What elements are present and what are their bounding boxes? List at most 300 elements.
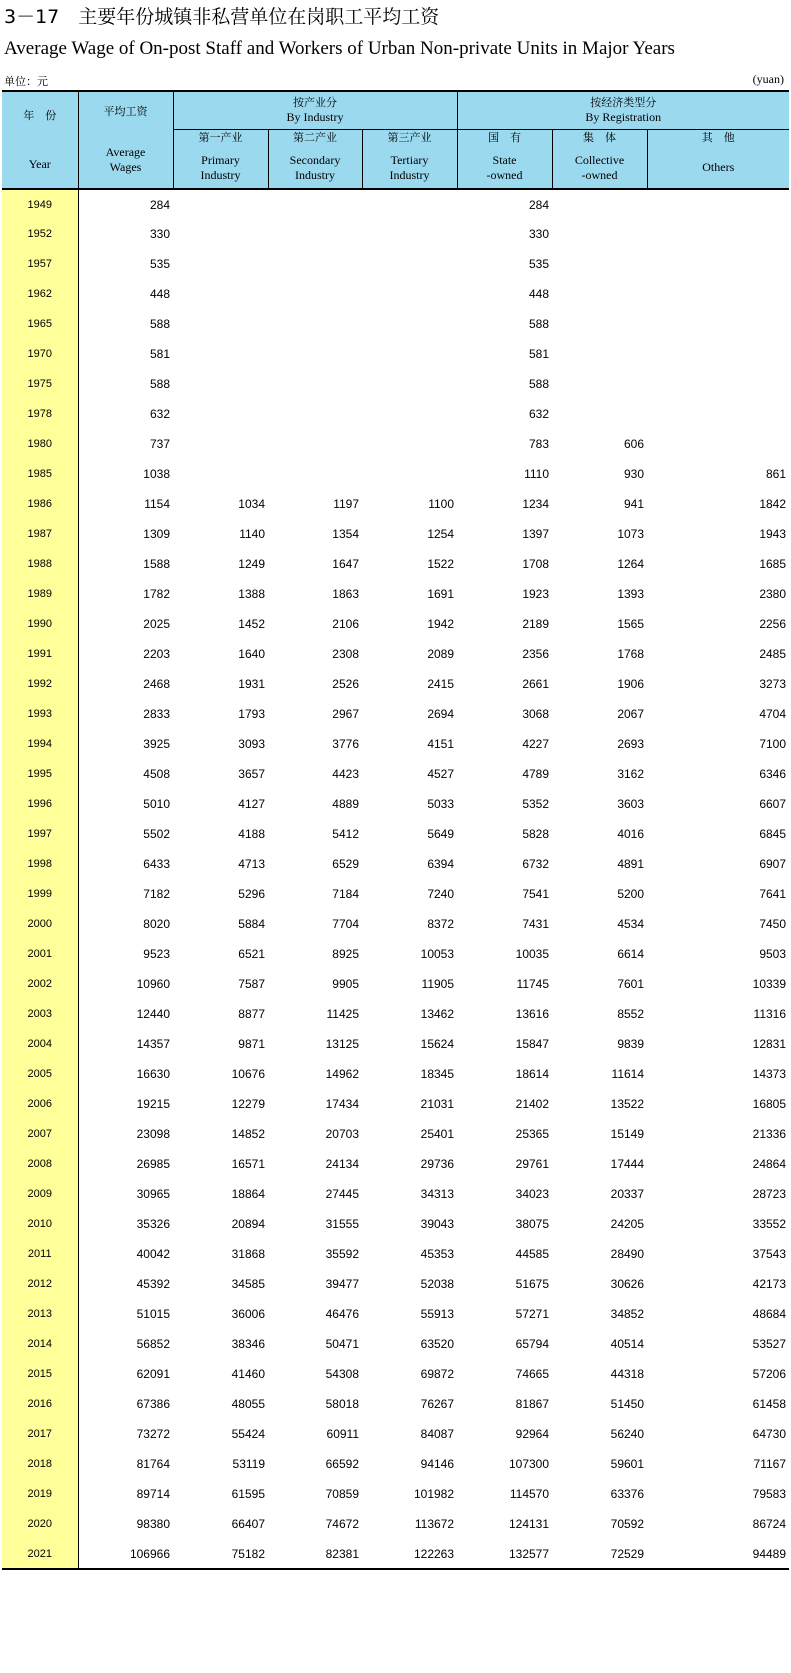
year-cell: 1965	[2, 309, 78, 339]
state-cell: 132577	[457, 1539, 552, 1569]
others-cell	[647, 339, 789, 369]
tertiary-cell: 45353	[420, 1247, 455, 1261]
secondary-cell: 2967	[332, 707, 359, 721]
tertiary-cell: 18345	[420, 1067, 455, 1081]
year-cell: 1993	[2, 699, 78, 729]
tertiary-cell: 2694	[427, 707, 455, 721]
year-cell: 2007	[2, 1119, 78, 1149]
avg-wage-cell: 106966	[78, 1539, 173, 1569]
year-cell: 1990	[2, 609, 78, 639]
others-header-cn: 其 他	[647, 129, 789, 147]
avg-wage-cell: 16630	[136, 1067, 170, 1081]
primary-cell: 18864	[231, 1187, 265, 1201]
table-row	[2, 1179, 789, 1209]
table-row	[2, 1209, 789, 1239]
tertiary-cell: 4151	[427, 737, 455, 751]
secondary-cell: 60911	[326, 1427, 359, 1441]
collective-cell: 4016	[617, 827, 645, 841]
year-cell: 2017	[2, 1419, 78, 1449]
by-industry-header-cn: 按产业分	[293, 95, 337, 109]
by-industry-header	[173, 91, 457, 129]
primary-cell: 16571	[231, 1157, 265, 1171]
avg-wage-header-en-2: Wages	[109, 160, 142, 174]
state-cell: 92964	[515, 1427, 550, 1441]
collective-cell: 1906	[617, 677, 645, 691]
collective-cell	[552, 369, 647, 399]
secondary-cell: 1354	[332, 527, 359, 541]
collective-cell: 941	[623, 497, 645, 511]
state-cell: 124131	[508, 1517, 550, 1531]
tertiary-cell: 4527	[427, 767, 455, 781]
tertiary-cell: 1254	[427, 527, 455, 541]
secondary-cell: 13125	[325, 1037, 359, 1051]
table-row	[2, 1299, 789, 1329]
year-cell: 1957	[2, 249, 78, 279]
collective-cell: 5200	[617, 887, 645, 901]
state-cell: 15847	[515, 1037, 550, 1051]
avg-wage-cell: 5502	[143, 827, 170, 841]
table-row	[2, 459, 789, 489]
tertiary-header-en-1: Tertiary	[390, 152, 429, 167]
table-row	[2, 249, 789, 279]
avg-wage-cell: 7182	[143, 887, 170, 901]
secondary-cell	[268, 339, 362, 369]
others-cell: 57206	[752, 1367, 787, 1381]
secondary-cell: 1863	[332, 587, 359, 601]
state-header-en-1: State	[492, 152, 517, 167]
table-row	[2, 639, 789, 669]
secondary-cell: 7704	[332, 917, 359, 931]
primary-cell: 7587	[238, 977, 265, 991]
tertiary-cell: 11905	[421, 977, 455, 991]
avg-wage-cell: 45392	[136, 1277, 170, 1291]
secondary-cell: 54308	[325, 1367, 359, 1381]
primary-cell: 1388	[238, 587, 265, 601]
collective-cell: 63376	[610, 1487, 645, 1501]
year-cell: 2003	[2, 999, 78, 1029]
others-cell: 42173	[752, 1277, 787, 1291]
state-cell: 284	[528, 197, 550, 212]
state-cell: 2356	[522, 647, 550, 661]
collective-cell	[552, 189, 647, 219]
others-cell: 9503	[759, 947, 787, 961]
secondary-cell	[268, 189, 362, 219]
collective-cell: 1264	[617, 557, 645, 571]
table-row	[2, 219, 789, 249]
state-cell: 6732	[522, 857, 550, 871]
secondary-cell: 50471	[325, 1337, 359, 1351]
others-cell: 61458	[752, 1397, 787, 1411]
collective-cell: 70592	[610, 1517, 645, 1531]
year-cell: 1986	[2, 489, 78, 519]
table-row	[2, 1149, 789, 1179]
secondary-cell	[268, 399, 362, 429]
state-cell: 783	[528, 437, 550, 451]
tertiary-header-en-2: Industry	[389, 167, 430, 182]
collective-cell: 3603	[617, 797, 645, 811]
year-cell: 2004	[2, 1029, 78, 1059]
primary-cell: 31868	[231, 1247, 265, 1261]
primary-cell	[173, 399, 268, 429]
state-cell: 25365	[515, 1127, 550, 1141]
table-row	[2, 1389, 789, 1419]
primary-header-en-1: Primary	[201, 152, 240, 167]
state-cell: 57271	[515, 1307, 550, 1321]
secondary-header-en-2: Industry	[295, 167, 335, 182]
avg-wage-cell: 6433	[143, 857, 170, 871]
state-cell: 2661	[522, 677, 550, 691]
tertiary-cell: 55913	[420, 1307, 455, 1321]
year-cell: 2009	[2, 1179, 78, 1209]
tertiary-cell: 1100	[428, 497, 455, 511]
tertiary-cell: 84087	[420, 1427, 455, 1441]
avg-wage-cell: 40042	[136, 1247, 170, 1261]
secondary-cell: 39477	[325, 1277, 359, 1291]
tertiary-cell: 25401	[420, 1127, 455, 1141]
table-row	[2, 879, 789, 909]
avg-wage-cell: 62091	[136, 1367, 170, 1381]
secondary-cell: 58018	[325, 1397, 359, 1411]
year-cell: 2018	[2, 1449, 78, 1479]
table-row	[2, 1119, 789, 1149]
year-cell: 2010	[2, 1209, 78, 1239]
avg-wage-cell: 1154	[144, 497, 170, 511]
tertiary-header-en	[362, 147, 457, 189]
collective-cell: 9839	[617, 1037, 645, 1051]
year-cell: 2000	[2, 909, 78, 939]
year-cell: 1999	[2, 879, 78, 909]
collective-cell: 72529	[552, 1539, 647, 1569]
tertiary-cell: 29736	[420, 1157, 455, 1171]
tertiary-cell: 10053	[420, 947, 455, 961]
state-cell: 1397	[522, 527, 550, 541]
others-cell: 6845	[759, 827, 787, 841]
avg-wage-cell: 4508	[143, 767, 170, 781]
primary-cell: 4713	[238, 857, 265, 871]
table-row	[2, 609, 789, 639]
year-cell: 2020	[2, 1509, 78, 1539]
state-cell: 44585	[515, 1247, 550, 1261]
others-cell: 2380	[759, 587, 787, 601]
primary-header-en-2: Industry	[200, 167, 241, 182]
secondary-cell: 24134	[325, 1157, 359, 1171]
tertiary-cell: 5649	[427, 827, 455, 841]
primary-cell: 12279	[231, 1097, 265, 1111]
state-header-cn: 国 有	[457, 129, 552, 147]
state-cell: 588	[528, 317, 550, 331]
secondary-cell: 70859	[325, 1487, 359, 1501]
collective-cell	[552, 309, 647, 339]
tertiary-cell: 52038	[420, 1277, 455, 1291]
year-cell: 1998	[2, 849, 78, 879]
year-cell: 2012	[2, 1269, 78, 1299]
year-cell: 2008	[2, 1149, 78, 1179]
collective-cell: 606	[623, 437, 645, 451]
collective-cell	[552, 339, 647, 369]
tertiary-cell: 63520	[420, 1337, 455, 1351]
primary-cell: 41460	[231, 1367, 265, 1381]
avg-wage-cell: 12440	[136, 1007, 170, 1021]
table-row	[2, 1539, 789, 1569]
year-cell: 1975	[2, 369, 78, 399]
state-cell: 81867	[515, 1397, 550, 1411]
state-cell: 632	[528, 407, 550, 421]
collective-cell: 8552	[617, 1007, 645, 1021]
secondary-cell: 5412	[332, 827, 359, 841]
primary-cell: 4188	[238, 827, 265, 841]
state-cell: 18614	[515, 1067, 550, 1081]
secondary-cell: 6529	[332, 857, 359, 871]
avg-wage-cell: 98380	[136, 1517, 170, 1531]
collective-cell: 17444	[610, 1157, 645, 1171]
secondary-cell	[268, 219, 362, 249]
year-cell: 1989	[2, 579, 78, 609]
table-title-en: Average Wage of On-post Staff and Workers of Urban Non-private Units in Major Years	[4, 38, 675, 59]
table-row	[2, 489, 789, 519]
collective-cell: 44318	[610, 1367, 645, 1381]
tertiary-cell: 1522	[427, 557, 455, 571]
secondary-cell	[268, 279, 362, 309]
tertiary-cell	[362, 399, 457, 429]
table-row	[2, 939, 789, 969]
tertiary-cell: 2089	[427, 647, 455, 661]
primary-cell: 1249	[238, 557, 265, 571]
table-row	[2, 759, 789, 789]
state-cell: 29761	[515, 1157, 550, 1171]
others-cell: 1842	[759, 497, 787, 511]
collective-header-cn: 集 体	[552, 129, 647, 147]
avg-wage-cell: 1782	[143, 587, 170, 601]
secondary-cell: 3776	[332, 737, 359, 751]
avg-wage-cell: 8020	[143, 917, 170, 931]
tertiary-cell: 8372	[427, 917, 455, 931]
others-cell: 4704	[759, 707, 787, 721]
unit-label-cn: 单位：元	[4, 75, 48, 88]
avg-wage-cell: 737	[149, 437, 170, 451]
year-cell: 2014	[2, 1329, 78, 1359]
year-cell: 1952	[2, 219, 78, 249]
primary-cell	[173, 369, 268, 399]
primary-cell: 1931	[238, 677, 265, 691]
year-cell: 1992	[2, 669, 78, 699]
others-cell	[647, 279, 789, 309]
secondary-cell: 1647	[332, 557, 359, 571]
primary-cell: 10676	[231, 1067, 265, 1081]
primary-cell	[173, 339, 268, 369]
state-cell: 330	[528, 227, 550, 241]
tertiary-cell: 101982	[413, 1487, 455, 1501]
state-cell: 7431	[522, 917, 550, 931]
avg-wage-cell: 588	[149, 317, 170, 331]
state-cell: 10035	[515, 947, 550, 961]
avg-wage-cell: 67386	[136, 1397, 170, 1411]
primary-cell: 75182	[173, 1539, 268, 1569]
secondary-header-cn: 第二产业	[268, 129, 362, 147]
primary-cell: 61595	[231, 1487, 265, 1501]
year-cell: 1996	[2, 789, 78, 819]
primary-cell: 1452	[238, 617, 265, 631]
table-row	[2, 1419, 789, 1449]
primary-cell: 1640	[238, 647, 265, 661]
year-cell: 1985	[2, 459, 78, 489]
others-cell: 53527	[752, 1337, 787, 1351]
avg-wage-cell: 23098	[136, 1127, 170, 1141]
year-cell: 1949	[2, 189, 78, 219]
secondary-cell: 4423	[332, 767, 359, 781]
collective-cell: 1393	[617, 587, 645, 601]
others-cell: 6907	[759, 857, 787, 871]
year-cell: 1994	[2, 729, 78, 759]
tertiary-cell: 69872	[420, 1367, 455, 1381]
tertiary-cell: 21031	[420, 1097, 455, 1111]
state-cell: 581	[528, 347, 550, 361]
primary-cell: 9871	[238, 1037, 265, 1051]
others-cell: 48684	[752, 1307, 787, 1321]
others-cell: 1943	[759, 527, 787, 541]
others-cell	[647, 399, 789, 429]
secondary-cell	[268, 249, 362, 279]
state-cell: 2189	[522, 617, 550, 631]
collective-cell: 13522	[610, 1097, 645, 1111]
state-cell: 11745	[516, 977, 550, 991]
year-cell: 2005	[2, 1059, 78, 1089]
year-cell: 2013	[2, 1299, 78, 1329]
others-cell	[647, 429, 789, 459]
year-cell: 1988	[2, 549, 78, 579]
avg-wage-cell: 10960	[136, 977, 170, 991]
tertiary-cell: 5033	[427, 797, 455, 811]
primary-header-en	[173, 147, 268, 189]
secondary-cell: 74672	[325, 1517, 359, 1531]
state-cell: 34023	[515, 1187, 550, 1201]
primary-cell: 1793	[238, 707, 265, 721]
avg-wage-header	[78, 91, 173, 189]
table-header	[2, 91, 789, 189]
state-cell: 107300	[508, 1457, 550, 1471]
avg-wage-cell: 35326	[136, 1217, 170, 1231]
collective-cell: 4891	[617, 857, 645, 871]
table-row	[2, 999, 789, 1029]
state-cell: 74665	[515, 1367, 550, 1381]
tertiary-cell: 122263	[362, 1539, 457, 1569]
secondary-cell: 46476	[325, 1307, 359, 1321]
table-row	[2, 789, 789, 819]
table-row	[2, 1479, 789, 1509]
year-cell: 1978	[2, 399, 78, 429]
year-cell: 2002	[2, 969, 78, 999]
tertiary-cell: 1691	[427, 587, 455, 601]
collective-cell	[552, 249, 647, 279]
primary-header-cn: 第一产业	[173, 129, 268, 147]
year-cell: 1991	[2, 639, 78, 669]
collective-header-en-1: Collective	[574, 152, 625, 167]
others-header-en	[647, 147, 789, 189]
primary-cell	[173, 459, 268, 489]
year-header	[2, 91, 78, 189]
others-cell: 94489	[647, 1539, 789, 1569]
table-row	[2, 369, 789, 399]
avg-wage-cell: 89714	[136, 1487, 170, 1501]
tertiary-cell: 94146	[420, 1457, 455, 1471]
state-cell: 1708	[522, 557, 550, 571]
avg-wage-cell: 1309	[143, 527, 170, 541]
collective-cell: 4534	[617, 917, 645, 931]
collective-cell: 30626	[610, 1277, 645, 1291]
table-row	[2, 1449, 789, 1479]
others-cell: 10339	[752, 977, 787, 991]
year-cell: 1970	[2, 339, 78, 369]
secondary-cell: 2308	[332, 647, 359, 661]
year-cell: 2011	[2, 1239, 78, 1269]
table-row	[2, 279, 789, 309]
by-registration-header	[457, 91, 789, 129]
year-header-cn: 年 份	[23, 108, 57, 122]
others-cell: 7100	[759, 737, 787, 751]
avg-wage-cell: 2468	[143, 677, 170, 691]
others-cell: 71167	[753, 1457, 787, 1471]
collective-cell: 59601	[610, 1457, 645, 1471]
collective-cell: 15149	[610, 1127, 645, 1141]
table-row	[2, 519, 789, 549]
year-cell: 2015	[2, 1359, 78, 1389]
avg-wage-cell: 5010	[143, 797, 170, 811]
others-cell	[647, 309, 789, 339]
primary-cell: 1034	[238, 497, 265, 511]
primary-cell	[173, 429, 268, 459]
primary-cell: 38346	[231, 1337, 265, 1351]
avg-wage-cell: 1588	[143, 557, 170, 571]
avg-wage-cell: 14357	[136, 1037, 170, 1051]
primary-cell: 3657	[238, 767, 265, 781]
secondary-cell	[268, 369, 362, 399]
tertiary-cell: 15624	[420, 1037, 455, 1051]
others-cell	[647, 189, 789, 219]
collective-cell: 11614	[611, 1067, 645, 1081]
state-cell: 535	[528, 257, 550, 271]
state-cell: 114570	[509, 1487, 550, 1501]
tertiary-cell	[362, 429, 457, 459]
secondary-cell: 20703	[325, 1127, 359, 1141]
avg-wage-cell: 2833	[143, 707, 170, 721]
others-cell	[647, 369, 789, 399]
others-cell: 7641	[759, 887, 787, 901]
others-header-en-1: Others	[702, 160, 735, 174]
collective-cell: 2693	[617, 737, 645, 751]
tertiary-cell: 34313	[420, 1187, 455, 1201]
secondary-cell	[268, 309, 362, 339]
table-row	[2, 849, 789, 879]
secondary-header-en	[268, 147, 362, 189]
state-cell: 4227	[522, 737, 550, 751]
primary-cell	[173, 309, 268, 339]
others-cell: 2256	[759, 617, 787, 631]
secondary-cell: 2106	[332, 617, 359, 631]
others-cell: 3273	[759, 677, 787, 691]
avg-wage-cell: 56852	[136, 1337, 170, 1351]
state-cell: 5828	[522, 827, 550, 841]
secondary-cell: 66592	[325, 1457, 359, 1471]
tertiary-cell	[362, 369, 457, 399]
table-row	[2, 1329, 789, 1359]
secondary-cell: 82381	[268, 1539, 362, 1569]
table-row	[2, 1269, 789, 1299]
year-cell: 2001	[2, 939, 78, 969]
avg-wage-cell: 19215	[136, 1097, 170, 1111]
avg-wage-cell: 330	[149, 227, 170, 241]
table-body	[2, 189, 789, 1569]
secondary-cell: 14962	[325, 1067, 359, 1081]
state-cell: 7541	[522, 887, 550, 901]
